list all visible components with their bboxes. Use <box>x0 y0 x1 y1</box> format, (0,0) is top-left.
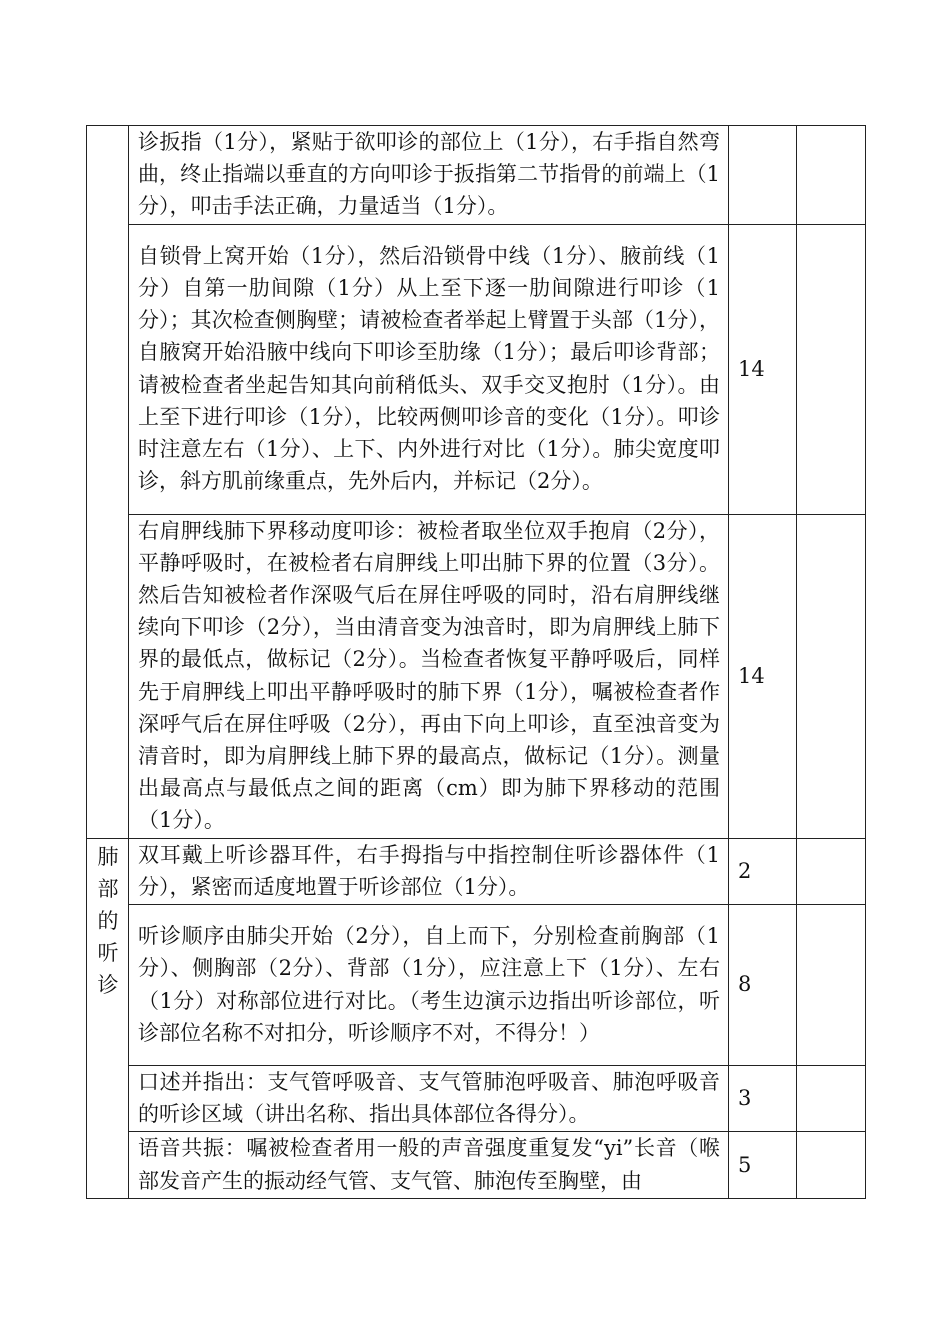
category-char: 肺 <box>97 844 119 869</box>
deduction-cell <box>797 838 866 904</box>
deduction-cell <box>797 1066 866 1132</box>
table-row <box>87 1132 866 1198</box>
deduction-cell <box>797 514 866 838</box>
table-row <box>87 1066 866 1132</box>
category-char: 的 <box>97 909 119 934</box>
item-score: 3 <box>729 1066 797 1132</box>
item-description: 口述并指出：支气管呼吸音、支气管肺泡呼吸音、肺泡呼吸音的听诊区域（讲出名称、指出具体部位各得分）。 <box>129 1066 729 1132</box>
item-description: 语音共振：嘱被检查者用一般的声音强度重复发“yi”长音（喉部发音产生的振动经气管、支气管、肺泡传至胸壁，由 <box>129 1132 729 1198</box>
item-score: 2 <box>729 838 797 904</box>
item-description: 自锁骨上窝开始（1分），然后沿锁骨中线（1分）、腋前线（1分）自第一肋间隙（1分）从上至下逐一肋间隙进行叩诊（1分）；其次检查侧胸壁；请被检查者举起上臂置于头部（1分），自腋窝开始沿腋中线向下叩诊至肋缘（1分）；最后叩诊背部；请被检查者坐起告知其向前稍低头、双手交叉抱肘（1分）。由上至下进行叩诊（1分），比较两侧叩诊音的变化（1分）。叩诊时注意左右（1分）、上下、内外进行对比（1分）。肺尖宽度叩诊，斜方肌前缘重点，先外后内，并标记（2分）。 <box>129 224 729 514</box>
table-row <box>87 126 866 225</box>
category-char: 部 <box>97 876 119 901</box>
category-cell-percussion <box>87 126 129 839</box>
category-char: 听 <box>97 941 119 966</box>
category-cell-auscultation <box>87 838 129 1198</box>
item-description: 诊扳指（1分），紧贴于欲叩诊的部位上（1分），右手指自然弯曲，终止指端以垂直的方向叩诊于扳指第二节指骨的前端上（1分），叩击手法正确，力量适当（1分）。 <box>129 126 729 225</box>
item-score: 8 <box>729 905 797 1066</box>
table-row <box>87 514 866 838</box>
deduction-cell <box>797 126 866 225</box>
table-row <box>87 905 866 1066</box>
category-char: 诊 <box>97 973 119 998</box>
table-row <box>87 224 866 514</box>
item-score <box>729 126 797 225</box>
item-score: 5 <box>729 1132 797 1198</box>
item-description: 双耳戴上听诊器耳件，右手拇指与中指控制住听诊器体件（1分），紧密而适度地置于听诊部位（1分）。 <box>129 838 729 904</box>
table-row <box>87 838 866 904</box>
deduction-cell <box>797 1132 866 1198</box>
deduction-cell <box>797 905 866 1066</box>
scoring-table <box>86 125 866 1199</box>
item-description: 听诊顺序由肺尖开始（2分），自上而下，分别检查前胸部（1分）、侧胸部（2分）、背部（1分），应注意上下（1分）、左右（1分）对称部位进行对比。（考生边演示边指出听诊部位，听诊部位名称不对扣分，听诊顺序不对，不得分！） <box>129 905 729 1066</box>
item-description: 右肩胛线肺下界移动度叩诊：被检者取坐位双手抱肩（2分），平静呼吸时，在被检者右肩胛线上叩出肺下界的位置（3分）。然后告知被检者作深吸气后在屏住呼吸的同时，沿右肩胛线继续向下叩诊（2分），当由清音变为浊音时，即为肩胛线上肺下界的最低点，做标记（2分）。当检查者恢复平静呼吸后，同样先于肩胛线上叩出平静呼吸时的肺下界（1分），嘱被检查者作深呼气后在屏住呼吸（2分），再由下向上叩诊，直至浊音变为清音时，即为肩胛线上肺下界的最高点，做标记（1分）。测量出最高点与最低点之间的距离（cm）即为肺下界移动的范围（1分）。 <box>129 514 729 838</box>
deduction-cell <box>797 224 866 514</box>
item-score: 14 <box>729 224 797 514</box>
item-score: 14 <box>729 514 797 838</box>
